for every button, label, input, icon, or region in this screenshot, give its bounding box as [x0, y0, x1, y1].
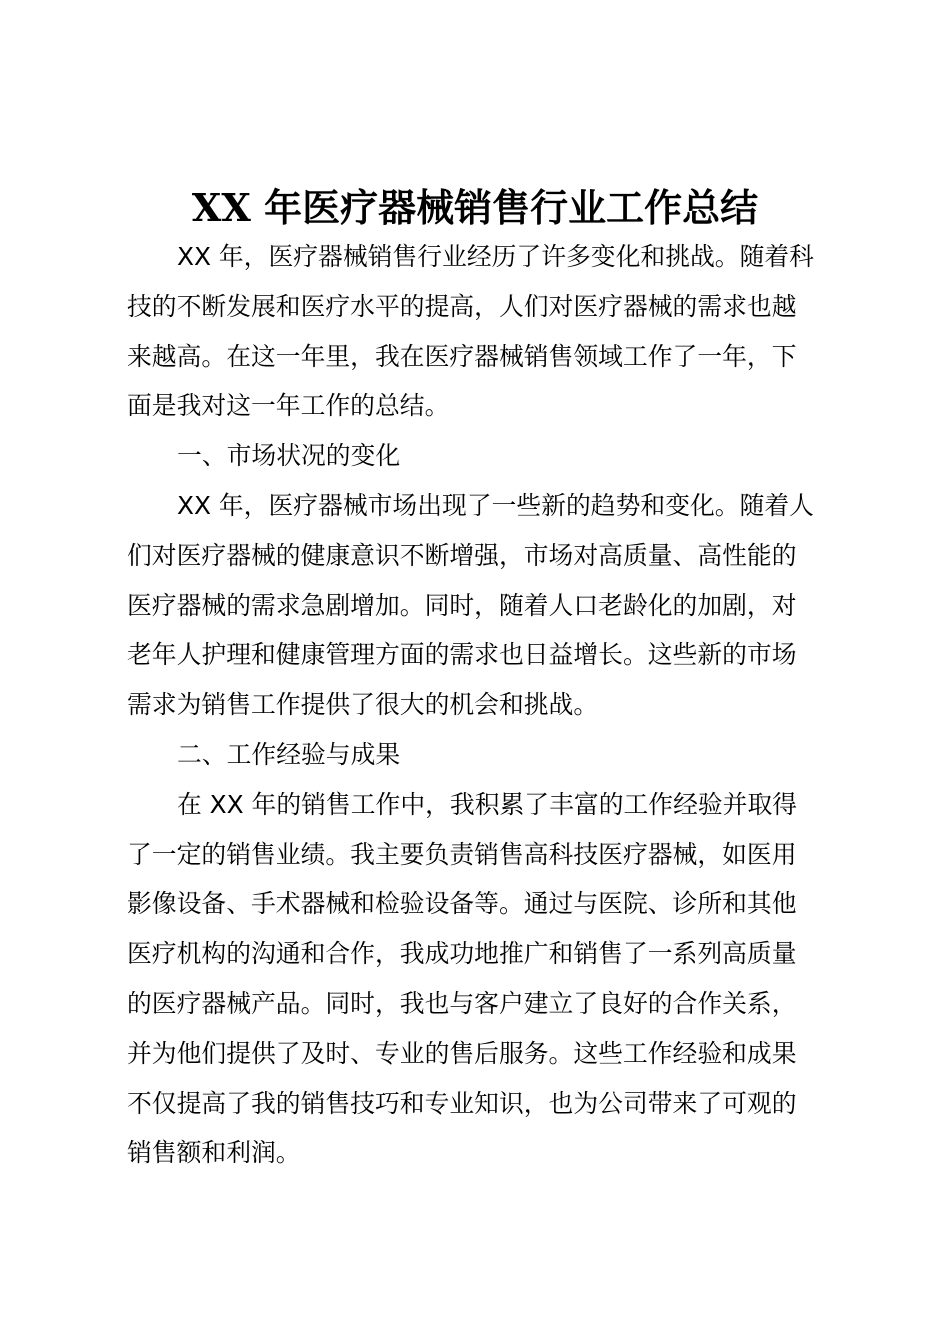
text-line: 影像设备、手术器械和检验设备等。通过与医院、诊所和其他 — [127, 889, 797, 919]
text-line: 二、工作经验与成果 — [177, 739, 401, 769]
text-line: 们对医疗器械的健康意识不断增强，市场对高质量、高性能的 — [127, 540, 797, 570]
text-line: 一、市场状况的变化 — [177, 441, 401, 471]
text-line: 面是我对这一年工作的总结。 — [127, 391, 450, 421]
text-line: XX 年，医疗器械销售行业经历了许多变化和挑战。随着科 — [177, 242, 814, 271]
text-line: 技的不断发展和医疗水平的提高，人们对医疗器械的需求也越 — [127, 291, 797, 321]
text-line: 在 XX 年的销售工作中，我积累了丰富的工作经验并取得 — [177, 789, 798, 819]
section-heading-market — [127, 431, 835, 481]
document-body — [127, 232, 835, 1178]
text-line: 老年人护理和健康管理方面的需求也日益增长。这些新的市场 — [127, 640, 797, 670]
text-line: 销售额和利润。 — [127, 1138, 301, 1168]
section-heading-experience — [127, 730, 835, 780]
text-line: 的医疗器械产品。同时，我也与客户建立了良好的合作关系， — [127, 988, 797, 1018]
document-title: XX 年医疗器械销售行业工作总结 — [191, 185, 759, 230]
text-line: 医疗机构的沟通和合作，我成功地推广和销售了一系列高质量 — [127, 939, 797, 969]
text-line: 并为他们提供了及时、专业的售后服务。这些工作经验和成果 — [127, 1038, 797, 1068]
paragraph-market — [127, 481, 835, 730]
text-line: 医疗器械的需求急剧增加。同时，随着人口老龄化的加剧，对 — [127, 590, 797, 620]
text-line: 不仅提高了我的销售技巧和专业知识，也为公司带来了可观的 — [127, 1088, 797, 1118]
text-line: 了一定的销售业绩。我主要负责销售高科技医疗器械，如医用 — [127, 839, 797, 869]
paragraph-experience — [127, 780, 835, 1178]
paragraph-intro — [127, 232, 835, 431]
text-line: XX 年，医疗器械市场出现了一些新的趋势和变化。随着人 — [177, 490, 814, 520]
text-line: 需求为销售工作提供了很大的机会和挑战。 — [127, 690, 599, 720]
text-line: 来越高。在这一年里，我在医疗器械销售领域工作了一年，下 — [127, 341, 797, 371]
